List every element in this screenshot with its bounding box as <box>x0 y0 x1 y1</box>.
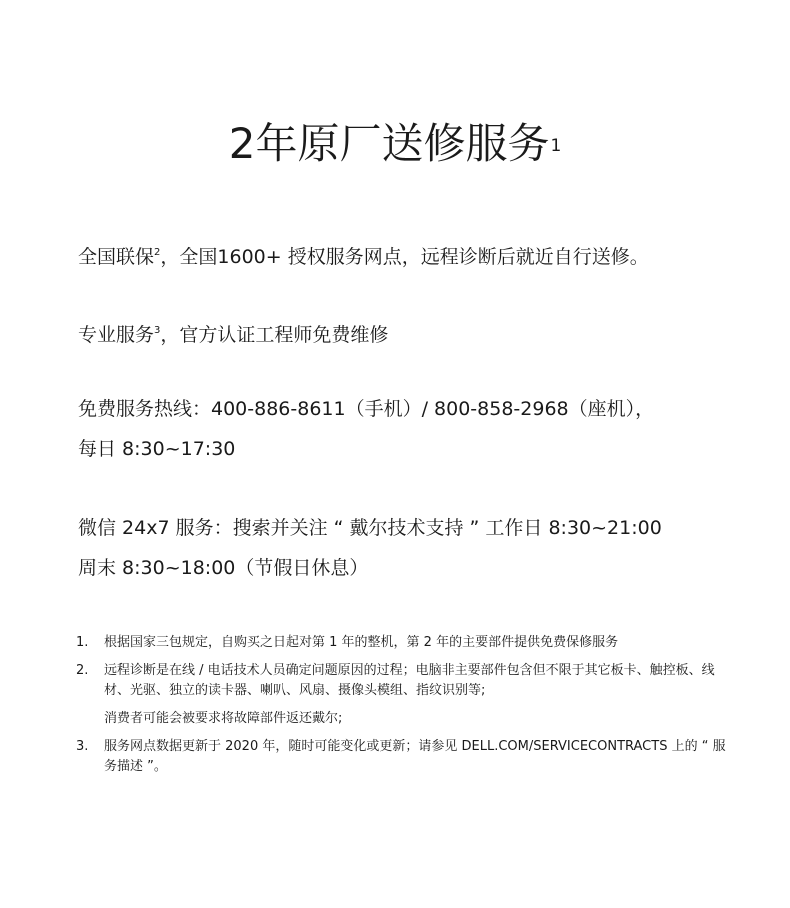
footnote-text: 消费者可能会被要求将故障部件返还戴尔; <box>104 711 343 726</box>
footnote-item <box>76 661 726 701</box>
warranty-text-after: ，全国1600+ 授权服务网点，远程诊断后就近自行送修。 <box>160 246 649 268</box>
footnote-item <box>76 709 726 729</box>
footnote-number <box>76 709 104 729</box>
footnote-text: 远程诊断是在线 / 电话技术人员确定问题原因的过程；电脑非主要部件包含但不限于其它板卡、触控板、线材、光驱、独立的读卡器、喇叭、风扇、摄像头模组、指纹识别等; <box>104 663 715 698</box>
footnote-text: 根据国家三包规定，自购买之日起对第 1 年的整机，第 2 年的主要部件提供免费保修服务 <box>104 635 619 650</box>
hotline-paragraph <box>78 389 768 469</box>
professional-text-after: ，官方认证工程师免费维修 <box>160 324 389 346</box>
warranty-footnote-marker: 2 <box>154 247 161 258</box>
footnote-item <box>76 633 726 653</box>
footnote-number: 2. <box>76 663 89 678</box>
footnote-text: 服务网点数据更新于 2020 年，随时可能变化或更新；请参见 DELL.COM/SERVICECONTRACTS 上的 “ 服务描述 ”。 <box>104 739 726 774</box>
wechat-line-2: 周末 8:30~18:00（节假日休息） <box>78 557 369 579</box>
warranty-paragraph <box>78 237 768 277</box>
footnotes <box>76 633 726 785</box>
hotline-line-2: 每日 8:30~17:30 <box>78 438 236 460</box>
hotline-line-1: 免费服务热线：400-886-8611（手机）/ 800-858-2968（座机）， <box>78 398 655 420</box>
professional-service-paragraph <box>78 315 768 355</box>
footnote-number: 1. <box>76 635 89 650</box>
page-title-text: 2年原厂送修服务 <box>228 119 550 169</box>
title-footnote-marker: 1 <box>550 136 562 157</box>
professional-text-before: 专业服务 <box>78 324 155 346</box>
footnote-number: 3. <box>76 739 89 754</box>
wechat-paragraph <box>78 508 768 588</box>
professional-footnote-marker: 3 <box>154 325 161 336</box>
footnote-item <box>76 737 726 777</box>
page-title <box>0 114 790 174</box>
warranty-text-before: 全国联保 <box>78 246 155 268</box>
wechat-line-1: 微信 24x7 服务：搜索并关注 “ 戴尔技术支持 ” 工作日 8:30~21:00 <box>78 517 662 539</box>
